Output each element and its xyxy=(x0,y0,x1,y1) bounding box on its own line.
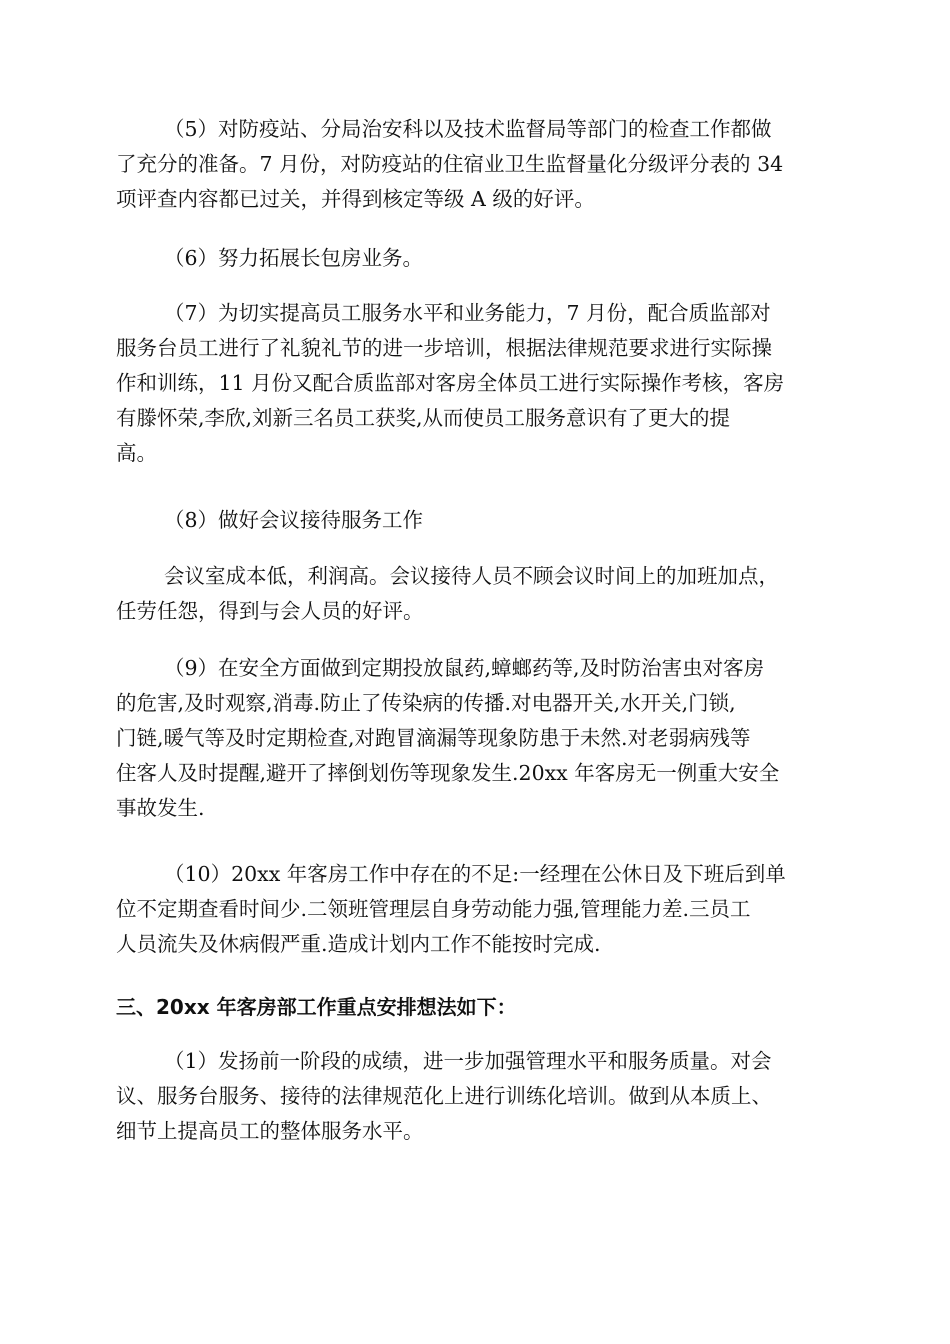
text-line: （7）为切实提高员工服务水平和业务能力，7 月份，配合质监部对 xyxy=(164,301,771,325)
paragraph-item-10 xyxy=(116,857,840,962)
text-line: 事故发生. xyxy=(116,796,205,820)
text-line: 住客人及时提醒,避开了摔倒划伤等现象发生.20xx 年客房无一例重大安全 xyxy=(116,761,780,785)
paragraph-item-8 xyxy=(116,503,840,538)
text-line: （6）努力拓展长包房业务。 xyxy=(164,246,424,270)
text-line: 任劳任怨，得到与会人员的好评。 xyxy=(116,599,424,623)
section-heading: 三、20xx 年客房部工作重点安排想法如下： xyxy=(116,995,517,1019)
paragraph-item-9 xyxy=(116,651,840,826)
text-line: 细节上提高员工的整体服务水平。 xyxy=(116,1119,424,1143)
text-line: （9）在安全方面做到定期投放鼠药,蟑螂药等,及时防治害虫对客房 xyxy=(164,656,765,680)
paragraph-item-5 xyxy=(116,112,840,217)
text-line: 议、服务台服务、接待的法律规范化上进行训练化培训。做到从本质上、 xyxy=(116,1084,772,1108)
text-line: （8）做好会议接待服务工作 xyxy=(164,508,424,532)
paragraph-item-7 xyxy=(116,296,840,471)
text-line: 位不定期查看时间少.二领班管理层自身劳动能力强,管理能力差.三员工 xyxy=(116,897,751,921)
text-line: 项评查内容都已过关，并得到核定等级 A 级的好评。 xyxy=(116,187,595,211)
text-line: 人员流失及休病假严重.造成计划内工作不能按时完成. xyxy=(116,932,601,956)
text-line: 作和训练，11 月份又配合质监部对客房全体员工进行实际操作考核，客房 xyxy=(116,371,785,395)
text-line: （1）发扬前一阶段的成绩，进一步加强管理水平和服务质量。对会 xyxy=(164,1049,772,1073)
paragraph-item-6 xyxy=(116,241,840,276)
text-line: 会议室成本低，利润高。会议接待人员不顾会议时间上的加班加点， xyxy=(164,564,779,588)
text-line: 有滕怀荣,李欣,刘新三名员工获奖,从而使员工服务意识有了更大的提 xyxy=(116,406,731,430)
text-line: （10）20xx 年客房工作中存在的不足:一经理在公休日及下班后到单 xyxy=(164,862,786,886)
text-line: 了充分的准备。7 月份，对防疫站的住宿业卫生监督量化分级评分表的 34 xyxy=(116,152,784,176)
text-line: （5）对防疫站、分局治安科以及技术监督局等部门的检查工作都做 xyxy=(164,117,772,141)
text-line: 高。 xyxy=(116,441,157,465)
text-line: 门链,暖气等及时定期检查,对跑冒滴漏等现象防患于未然.对老弱病残等 xyxy=(116,726,751,750)
text-line: 服务台员工进行了礼貌礼节的进一步培训，根据法律规范要求进行实际操 xyxy=(116,336,772,360)
paragraph-meeting-room xyxy=(116,559,840,629)
paragraph-plan-1 xyxy=(116,1044,840,1149)
text-line: 的危害,及时观察,消毒.防止了传染病的传播.对电器开关,水开关,门锁, xyxy=(116,691,736,715)
